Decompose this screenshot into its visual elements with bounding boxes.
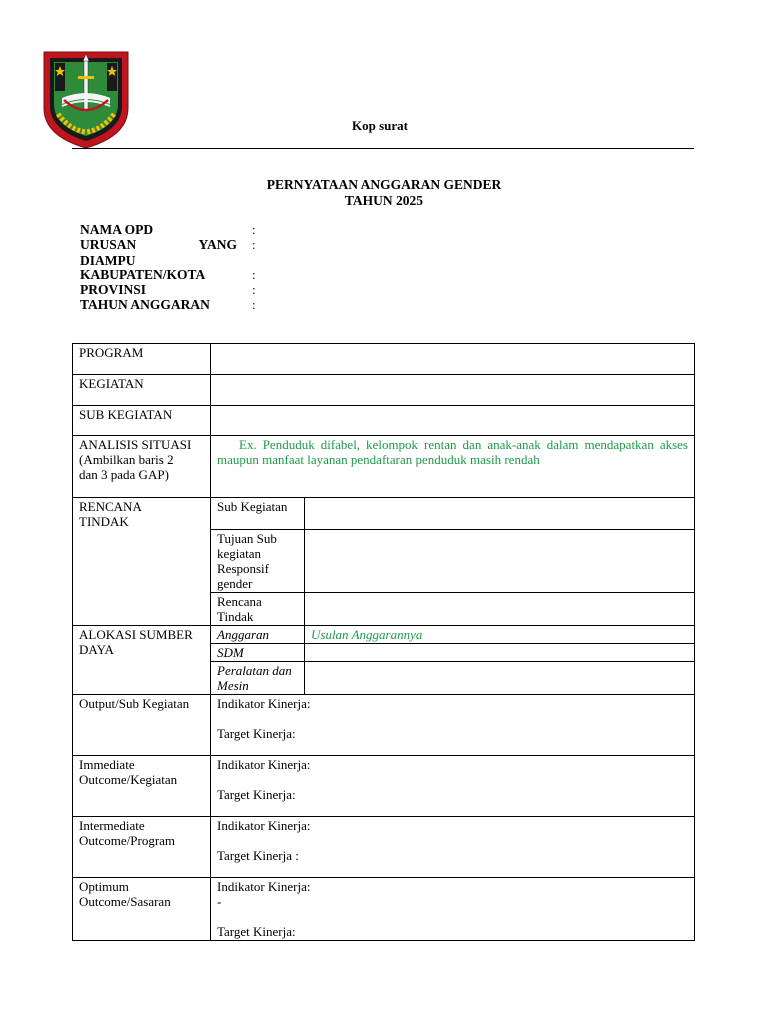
field-provinsi-label: PROVINSI [80,282,147,297]
city-crest-logo [40,48,132,150]
table-row [73,695,695,756]
table-row [73,878,695,941]
rencana-label-line2: TINDAK [79,514,129,529]
intermediate-line1: Intermediate [79,818,145,833]
intermediate-outcome-label [73,817,211,878]
indikator-dash: - [217,894,222,909]
sub-kegiatan-label: SUB KEGIATAN [73,406,211,436]
table-row [73,756,695,817]
field-provinsi-colon: : [252,282,256,297]
tujuan-sub-kegiatan-label [211,530,305,593]
rencana-sub-kegiatan-value [305,498,695,530]
field-tahun-anggaran-colon: : [252,297,256,312]
peralatan-line1: Peralatan dan [217,663,292,678]
output-kinerja-cell [211,695,695,756]
rencana-label-line1: RENCANA [79,499,142,514]
table-row [73,344,695,375]
table-row [73,406,695,436]
analisis-situasi-label [73,436,211,498]
urusan-word: URUSAN [80,237,137,252]
sub-kegiatan-value-cell [211,406,695,436]
kegiatan-value-cell [211,375,695,406]
rencana-tindak-sub-value [305,593,695,626]
kegiatan-label: KEGIATAN [73,375,211,406]
intermediate-kinerja-cell [211,817,695,878]
table-row [73,626,695,644]
target-kinerja-label: Target Kinerja : [217,848,299,863]
table-row [73,436,695,498]
tujuan-line4: gender [217,576,253,591]
anggaran-value: Usulan Anggarannya [305,626,695,644]
tujuan-line3: Responsif [217,561,269,576]
alokasi-label-line1: ALOKASI SUMBER [79,627,193,642]
immediate-kinerja-cell [211,756,695,817]
immediate-outcome-label [73,756,211,817]
optimum-kinerja-cell [211,878,695,941]
field-urusan-colon: : [252,237,256,252]
immediate-line2: Outcome/Kegiatan [79,772,178,787]
indikator-kinerja-label: Indikator Kinerja: [217,818,311,833]
field-nama-opd-colon: : [252,222,256,237]
field-kabupaten-label: KABUPATEN/KOTA [80,267,206,282]
optimum-line1: Optimum [79,879,129,894]
alokasi-label-line2: DAYA [79,642,114,657]
analisis-label-line2: (Ambilkan baris 2 [79,452,174,467]
analisis-situasi-text: Ex. Penduduk difabel, kelompok rentan dan anak-anak dalam mendapatkan akses maupun manfaat layanan pendaftaran penduduk masih rendah [211,436,695,498]
target-kinerja-label: Target Kinerja: [217,726,296,741]
tujuan-line1: Tujuan Sub [217,531,277,546]
indikator-kinerja-label: Indikator Kinerja: [217,696,311,711]
sdm-label: SDM [211,644,305,662]
rencana-tindak-sub-label [211,593,305,626]
peralatan-mesin-label [211,662,305,695]
field-urusan-label [80,237,237,269]
indikator-kinerja-label: Indikator Kinerja: [217,757,311,772]
table-row [73,375,695,406]
analisis-label-line1: ANALISIS SITUASI [79,437,192,452]
rencana-sub-kegiatan-label: Sub Kegiatan [211,498,305,530]
target-kinerja-label: Target Kinerja: [217,924,296,939]
indikator-kinerja-label: Indikator Kinerja: [217,879,311,894]
yang-word: YANG [198,237,237,252]
document-title: PERNYATAAN ANGGARAN GENDER [266,177,502,192]
optimum-outcome-label [73,878,211,941]
peralatan-line2: Mesin [217,678,249,693]
target-kinerja-label: Target Kinerja: [217,787,296,802]
diampu-word: DIAMPU [80,253,136,268]
anggaran-label: Anggaran [211,626,305,644]
rencana-tindak-label [73,498,211,626]
field-tahun-anggaran-label: TAHUN ANGGARAN [80,297,210,312]
rencana-sub-line1: Rencana [217,594,262,609]
optimum-line2: Outcome/Sasaran [79,894,171,909]
field-kabupaten-colon: : [252,267,256,282]
gender-budget-table [72,343,695,941]
program-label: PROGRAM [73,344,211,375]
tujuan-sub-kegiatan-value [305,530,695,593]
table-row [73,498,695,530]
field-nama-opd-label: NAMA OPD [80,222,154,237]
letterhead-divider [72,148,694,149]
output-sub-kegiatan-label: Output/Sub Kegiatan [73,695,211,756]
analisis-label-line3: dan 3 pada GAP) [79,467,169,482]
table-row [73,817,695,878]
sdm-value [305,644,695,662]
alokasi-sumber-daya-label [73,626,211,695]
peralatan-mesin-value [305,662,695,695]
intermediate-line2: Outcome/Program [79,833,176,848]
rencana-sub-line2: Tindak [217,609,254,624]
tujuan-line2: kegiatan [217,546,262,561]
immediate-line1: Immediate [79,757,135,772]
letterhead-label: Kop surat [352,118,408,133]
document-year: TAHUN 2025 [344,193,424,208]
program-value-cell [211,344,695,375]
